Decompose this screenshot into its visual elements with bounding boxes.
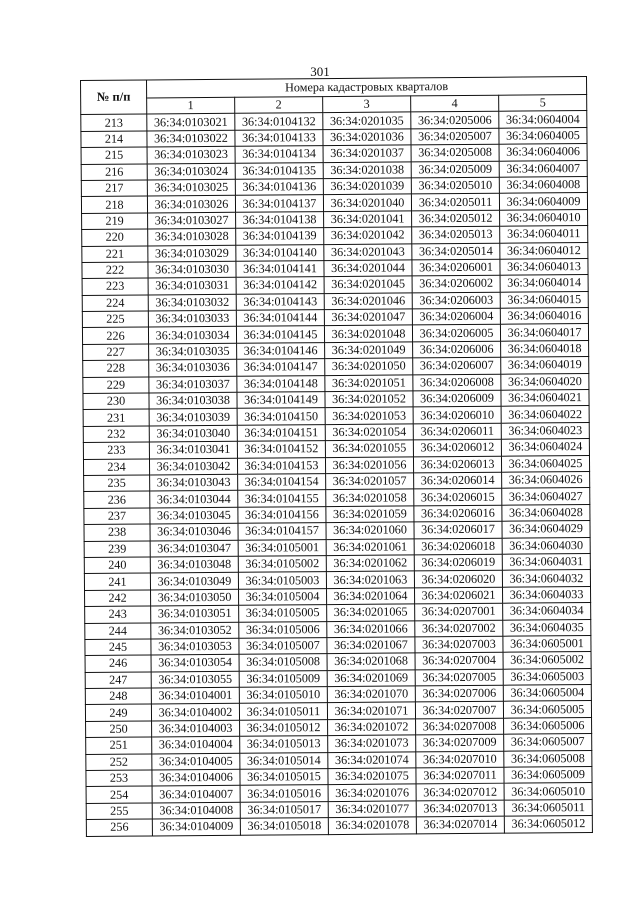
cadastral-quarters-table (80, 76, 593, 837)
row-number-header: № п/п (81, 80, 147, 115)
cadastral-number-cell: 36:34:0201078 (328, 817, 416, 834)
cadastral-number-cell: 36:34:0201071 (327, 702, 415, 719)
cadastral-number-cell: 36:34:0206017 (414, 521, 502, 538)
cadastral-number-cell: 36:34:0103054 (151, 655, 239, 672)
column-number-header: 3 (323, 96, 411, 113)
cadastral-number-cell: 36:34:0604030 (502, 537, 590, 554)
column-number-header: 5 (499, 95, 587, 112)
cadastral-number-cell: 36:34:0206015 (414, 489, 502, 506)
cadastral-number-cell: 36:34:0105008 (239, 654, 327, 671)
row-number-cell: 240 (84, 557, 150, 574)
cadastral-number-cell: 36:34:0604017 (500, 324, 588, 341)
cadastral-number-cell: 36:34:0103035 (149, 343, 237, 360)
cadastral-number-cell: 36:34:0104001 (151, 687, 239, 704)
row-number-cell: 220 (82, 229, 148, 246)
cadastral-number-cell: 36:34:0103039 (149, 409, 237, 426)
column-number-header: 2 (235, 97, 323, 114)
row-number-cell: 250 (86, 721, 152, 738)
cadastral-number-cell: 36:34:0605003 (503, 668, 591, 685)
cadastral-number-cell: 36:34:0105017 (240, 801, 328, 818)
cadastral-number-cell: 36:34:0201041 (324, 211, 412, 228)
cadastral-number-cell: 36:34:0604022 (501, 406, 589, 423)
cadastral-number-cell: 36:34:0103051 (151, 605, 239, 622)
cadastral-number-cell: 36:34:0604024 (501, 439, 589, 456)
row-number-cell: 245 (85, 639, 151, 656)
cadastral-number-cell: 36:34:0604021 (501, 390, 589, 407)
cadastral-number-cell: 36:34:0201070 (327, 686, 415, 703)
cadastral-number-cell: 36:34:0104007 (152, 786, 240, 803)
cadastral-number-cell: 36:34:0104138 (236, 211, 324, 228)
cadastral-number-cell: 36:34:0205013 (412, 226, 500, 243)
cadastral-number-cell: 36:34:0205012 (412, 210, 500, 227)
row-number-cell: 251 (86, 737, 152, 754)
table-header (81, 77, 587, 115)
cadastral-number-cell: 36:34:0105015 (240, 769, 328, 786)
cadastral-number-cell: 36:34:0103033 (148, 310, 236, 327)
cadastral-number-cell: 36:34:0604019 (501, 357, 589, 374)
cadastral-number-cell: 36:34:0201073 (328, 735, 416, 752)
cadastral-number-cell: 36:34:0605009 (504, 767, 592, 784)
row-number-cell: 238 (84, 524, 150, 541)
cadastral-number-cell: 36:34:0103049 (150, 573, 238, 590)
cadastral-number-cell: 36:34:0201059 (326, 506, 414, 523)
cadastral-number-cell: 36:34:0206004 (412, 308, 500, 325)
row-number-cell: 253 (86, 770, 152, 787)
cadastral-number-cell: 36:34:0604015 (500, 291, 588, 308)
cadastral-number-cell: 36:34:0105013 (240, 736, 328, 753)
cadastral-number-cell: 36:34:0206009 (413, 390, 501, 407)
row-number-cell: 223 (82, 278, 148, 295)
cadastral-number-cell: 36:34:0604034 (503, 603, 591, 620)
cadastral-number-cell: 36:34:0604018 (501, 340, 589, 357)
cadastral-number-cell: 36:34:0201043 (324, 243, 412, 260)
cadastral-number-cell: 36:34:0103046 (150, 523, 238, 540)
row-number-cell: 228 (83, 360, 149, 377)
cadastral-number-cell: 36:34:0105006 (239, 621, 327, 638)
column-number-header: 1 (147, 97, 235, 114)
row-number-cell: 256 (86, 819, 152, 836)
cadastral-number-cell: 36:34:0604011 (500, 226, 588, 243)
cadastral-number-cell: 36:34:0604013 (500, 258, 588, 275)
cadastral-number-cell: 36:34:0207013 (416, 800, 504, 817)
cadastral-number-cell: 36:34:0104134 (235, 146, 323, 163)
cadastral-number-cell: 36:34:0207014 (416, 816, 504, 833)
cadastral-number-cell: 36:34:0201061 (326, 538, 414, 555)
cadastral-number-cell: 36:34:0104137 (235, 195, 323, 212)
cadastral-number-cell: 36:34:0201054 (325, 424, 413, 441)
cadastral-number-cell: 36:34:0104133 (235, 129, 323, 146)
cadastral-number-cell: 36:34:0604029 (502, 521, 590, 538)
page-number: 301 (310, 64, 330, 79)
cadastral-number-cell: 36:34:0206007 (413, 357, 501, 374)
cadastral-number-cell: 36:34:0206006 (413, 341, 501, 358)
cadastral-number-cell: 36:34:0103038 (149, 392, 237, 409)
cadastral-number-cell: 36:34:0103027 (148, 212, 236, 229)
cadastral-number-cell: 36:34:0206021 (414, 587, 502, 604)
cadastral-number-cell: 36:34:0207012 (416, 784, 504, 801)
cadastral-number-cell: 36:34:0604004 (499, 111, 587, 128)
cadastral-number-cell: 36:34:0206016 (414, 505, 502, 522)
cadastral-number-cell: 36:34:0201036 (323, 129, 411, 146)
cadastral-number-cell: 36:34:0105016 (240, 785, 328, 802)
cadastral-number-cell: 36:34:0105001 (238, 539, 326, 556)
row-number-cell: 214 (81, 131, 147, 148)
cadastral-number-cell: 36:34:0207001 (415, 603, 503, 620)
cadastral-number-cell: 36:34:0207004 (415, 652, 503, 669)
cadastral-number-cell: 36:34:0201040 (323, 194, 411, 211)
cadastral-number-cell: 36:34:0604007 (499, 160, 587, 177)
cadastral-number-cell: 36:34:0201038 (323, 161, 411, 178)
cadastral-number-cell: 36:34:0103023 (147, 146, 235, 163)
cadastral-number-cell: 36:34:0207007 (415, 702, 503, 719)
cadastral-number-cell: 36:34:0103022 (147, 130, 235, 147)
cadastral-number-cell: 36:34:0201077 (328, 801, 416, 818)
cadastral-number-cell: 36:34:0205007 (411, 128, 499, 145)
row-number-cell: 219 (82, 213, 148, 230)
row-number-cell: 252 (86, 754, 152, 771)
cadastral-number-cell: 36:34:0103028 (148, 228, 236, 245)
cadastral-number-cell: 36:34:0205010 (411, 177, 499, 194)
cadastral-number-cell: 36:34:0201064 (326, 588, 414, 605)
cadastral-number-cell: 36:34:0207003 (415, 636, 503, 653)
cadastral-number-cell: 36:34:0104143 (236, 293, 324, 310)
cadastral-number-cell: 36:34:0605008 (504, 750, 592, 767)
cadastral-number-cell: 36:34:0104147 (237, 359, 325, 376)
cadastral-number-cell: 36:34:0104141 (236, 260, 324, 277)
cadastral-number-cell: 36:34:0103021 (147, 114, 235, 131)
cadastral-number-cell: 36:34:0103037 (149, 376, 237, 393)
cadastral-number-cell: 36:34:0207008 (416, 718, 504, 735)
cadastral-number-cell: 36:34:0201035 (323, 112, 411, 129)
cadastral-number-cell: 36:34:0103050 (151, 589, 239, 606)
cadastral-number-cell: 36:34:0201069 (327, 670, 415, 687)
row-number-cell: 249 (85, 704, 151, 721)
cadastral-number-cell: 36:34:0604006 (499, 144, 587, 161)
row-number-cell: 213 (81, 114, 147, 131)
row-number-cell: 229 (83, 377, 149, 394)
cadastral-number-cell: 36:34:0206020 (414, 571, 502, 588)
cadastral-quarters-header: Номера кадастровых кварталов (147, 77, 587, 98)
cadastral-number-cell: 36:34:0605005 (503, 701, 591, 718)
cadastral-number-cell: 36:34:0103044 (150, 491, 238, 508)
cadastral-number-cell: 36:34:0103026 (147, 196, 235, 213)
row-number-cell: 255 (86, 803, 152, 820)
cadastral-number-cell: 36:34:0103043 (150, 474, 238, 491)
cadastral-number-cell: 36:34:0201051 (325, 375, 413, 392)
cadastral-number-cell: 36:34:0201047 (324, 309, 412, 326)
cadastral-number-cell: 36:34:0103034 (148, 327, 236, 344)
row-number-cell: 221 (82, 245, 148, 262)
cadastral-number-cell: 36:34:0205009 (411, 161, 499, 178)
cadastral-number-cell: 36:34:0103024 (147, 163, 235, 180)
cadastral-number-cell: 36:34:0201076 (328, 784, 416, 801)
cadastral-number-cell: 36:34:0103036 (149, 360, 237, 377)
cadastral-number-cell: 36:34:0604009 (499, 193, 587, 210)
cadastral-number-cell: 36:34:0205006 (411, 112, 499, 129)
cadastral-number-cell: 36:34:0201045 (324, 276, 412, 293)
cadastral-number-cell: 36:34:0201057 (326, 473, 414, 490)
cadastral-number-cell: 36:34:0104156 (238, 506, 326, 523)
cadastral-number-cell: 36:34:0206012 (413, 439, 501, 456)
cadastral-number-cell: 36:34:0201058 (326, 489, 414, 506)
cadastral-number-cell: 36:34:0105002 (238, 556, 326, 573)
row-number-cell: 241 (84, 573, 150, 590)
cadastral-number-cell: 36:34:0604033 (502, 586, 590, 603)
cadastral-number-cell: 36:34:0201050 (325, 358, 413, 375)
cadastral-number-cell: 36:34:0104149 (237, 392, 325, 409)
table-body (81, 111, 593, 836)
table-row (86, 816, 592, 836)
cadastral-number-cell: 36:34:0201074 (328, 752, 416, 769)
cadastral-number-cell: 36:34:0103048 (150, 556, 238, 573)
cadastral-number-cell: 36:34:0104006 (152, 769, 240, 786)
cadastral-number-cell: 36:34:0201067 (327, 637, 415, 654)
cadastral-number-cell: 36:34:0105009 (239, 670, 327, 687)
row-number-cell: 236 (84, 491, 150, 508)
cadastral-number-cell: 36:34:0207005 (415, 669, 503, 686)
row-number-cell: 242 (85, 590, 151, 607)
cadastral-number-cell: 36:34:0604023 (501, 422, 589, 439)
cadastral-number-cell: 36:34:0206013 (413, 456, 501, 473)
cadastral-number-cell: 36:34:0604027 (502, 488, 590, 505)
column-number-header: 4 (411, 95, 499, 112)
cadastral-number-cell: 36:34:0605011 (504, 799, 592, 816)
cadastral-number-cell: 36:34:0604005 (499, 127, 587, 144)
cadastral-number-cell: 36:34:0205011 (411, 194, 499, 211)
cadastral-number-cell: 36:34:0207002 (415, 620, 503, 637)
cadastral-number-cell: 36:34:0105005 (239, 605, 327, 622)
cadastral-number-cell: 36:34:0605001 (503, 635, 591, 652)
cadastral-number-cell: 36:34:0604026 (502, 471, 590, 488)
cadastral-number-cell: 36:34:0104142 (236, 277, 324, 294)
row-number-cell: 225 (82, 311, 148, 328)
cadastral-number-cell: 36:34:0104153 (237, 457, 325, 474)
cadastral-number-cell: 36:34:0104148 (237, 375, 325, 392)
row-number-cell: 243 (85, 606, 151, 623)
cadastral-number-cell: 36:34:0104009 (152, 818, 240, 835)
row-number-cell: 246 (85, 655, 151, 672)
row-number-cell: 230 (83, 393, 149, 410)
row-number-cell: 231 (83, 409, 149, 426)
cadastral-number-cell: 36:34:0104157 (238, 523, 326, 540)
cadastral-number-cell: 36:34:0206019 (414, 554, 502, 571)
cadastral-number-cell: 36:34:0201066 (327, 620, 415, 637)
cadastral-number-cell: 36:34:0104003 (152, 720, 240, 737)
cadastral-number-cell: 36:34:0104139 (236, 228, 324, 245)
row-number-cell: 215 (81, 147, 147, 164)
row-number-cell: 232 (83, 426, 149, 443)
cadastral-number-cell: 36:34:0103029 (148, 245, 236, 262)
row-number-cell: 254 (86, 786, 152, 803)
cadastral-number-cell: 36:34:0104005 (152, 753, 240, 770)
cadastral-number-cell: 36:34:0104145 (236, 326, 324, 343)
cadastral-number-cell: 36:34:0201048 (324, 325, 412, 342)
cadastral-number-cell: 36:34:0103045 (150, 507, 238, 524)
cadastral-number-cell: 36:34:0103053 (151, 638, 239, 655)
cadastral-number-cell: 36:34:0206005 (412, 325, 500, 342)
cadastral-number-cell: 36:34:0103025 (147, 179, 235, 196)
cadastral-number-cell: 36:34:0207010 (416, 751, 504, 768)
cadastral-number-cell: 36:34:0207011 (416, 767, 504, 784)
cadastral-number-cell: 36:34:0201056 (325, 456, 413, 473)
cadastral-number-cell: 36:34:0104154 (238, 474, 326, 491)
cadastral-number-cell: 36:34:0604035 (503, 619, 591, 636)
cadastral-number-cell: 36:34:0604012 (500, 242, 588, 259)
cadastral-number-cell: 36:34:0201063 (326, 571, 414, 588)
cadastral-number-cell: 36:34:0103055 (151, 671, 239, 688)
cadastral-number-cell: 36:34:0201042 (324, 227, 412, 244)
cadastral-number-cell: 36:34:0201044 (324, 260, 412, 277)
cadastral-number-cell: 36:34:0201072 (328, 719, 416, 736)
cadastral-number-cell: 36:34:0105018 (240, 818, 328, 835)
cadastral-number-cell: 36:34:0206008 (413, 374, 501, 391)
cadastral-number-cell: 36:34:0207006 (415, 685, 503, 702)
cadastral-number-cell: 36:34:0201062 (326, 555, 414, 572)
row-number-cell: 239 (84, 541, 150, 558)
cadastral-number-cell: 36:34:0105003 (238, 572, 326, 589)
cadastral-number-cell: 36:34:0104004 (152, 737, 240, 754)
cadastral-number-cell: 36:34:0206001 (412, 259, 500, 276)
cadastral-number-cell: 36:34:0104150 (237, 408, 325, 425)
cadastral-number-cell: 36:34:0201075 (328, 768, 416, 785)
cadastral-number-cell: 36:34:0104008 (152, 802, 240, 819)
cadastral-number-cell: 36:34:0201039 (323, 178, 411, 195)
cadastral-number-cell: 36:34:0104151 (237, 424, 325, 441)
row-number-cell: 233 (83, 442, 149, 459)
cadastral-number-cell: 36:34:0604028 (502, 504, 590, 521)
cadastral-number-cell: 36:34:0604008 (499, 176, 587, 193)
cadastral-number-cell: 36:34:0104002 (151, 704, 239, 721)
row-number-cell: 226 (82, 327, 148, 344)
cadastral-number-cell: 36:34:0105010 (239, 687, 327, 704)
cadastral-number-cell: 36:34:0104135 (235, 162, 323, 179)
cadastral-number-cell: 36:34:0206014 (414, 472, 502, 489)
cadastral-number-cell: 36:34:0207009 (416, 734, 504, 751)
row-number-cell: 218 (81, 196, 147, 213)
cadastral-number-cell: 36:34:0104132 (235, 113, 323, 130)
cadastral-number-cell: 36:34:0605006 (504, 717, 592, 734)
cadastral-number-cell: 36:34:0201046 (324, 293, 412, 310)
cadastral-number-cell: 36:34:0605007 (504, 734, 592, 751)
cadastral-number-cell: 36:34:0605004 (503, 685, 591, 702)
cadastral-number-cell: 36:34:0103030 (148, 261, 236, 278)
row-number-cell: 237 (84, 508, 150, 525)
cadastral-number-cell: 36:34:0206010 (413, 407, 501, 424)
row-number-cell: 222 (82, 262, 148, 279)
row-number-cell: 217 (81, 180, 147, 197)
cadastral-number-cell: 36:34:0201068 (327, 653, 415, 670)
row-number-cell: 216 (81, 164, 147, 181)
cadastral-number-cell: 36:34:0103047 (150, 540, 238, 557)
cadastral-number-cell: 36:34:0103052 (151, 622, 239, 639)
cadastral-number-cell: 36:34:0206011 (413, 423, 501, 440)
cadastral-number-cell: 36:34:0105007 (239, 637, 327, 654)
cadastral-number-cell: 36:34:0604031 (502, 553, 590, 570)
cadastral-number-cell: 36:34:0201060 (326, 522, 414, 539)
cadastral-number-cell: 36:34:0104136 (235, 179, 323, 196)
cadastral-number-cell: 36:34:0104140 (236, 244, 324, 261)
cadastral-number-cell: 36:34:0201052 (325, 391, 413, 408)
cadastral-number-cell: 36:34:0103041 (149, 441, 237, 458)
row-number-cell: 227 (83, 344, 149, 361)
cadastral-number-cell: 36:34:0605012 (504, 816, 592, 833)
cadastral-number-cell: 36:34:0604020 (501, 373, 589, 390)
cadastral-number-cell: 36:34:0604016 (500, 308, 588, 325)
row-number-cell: 244 (85, 622, 151, 639)
cadastral-number-cell: 36:34:0105004 (239, 588, 327, 605)
cadastral-number-cell: 36:34:0201053 (325, 407, 413, 424)
cadastral-number-cell: 36:34:0105011 (239, 703, 327, 720)
row-number-cell: 224 (82, 295, 148, 312)
cadastral-number-cell: 36:34:0105014 (240, 752, 328, 769)
cadastral-number-cell: 36:34:0104144 (236, 310, 324, 327)
cadastral-number-cell: 36:34:0104155 (238, 490, 326, 507)
cadastral-number-cell: 36:34:0604014 (500, 275, 588, 292)
row-number-cell: 247 (85, 672, 151, 689)
cadastral-number-cell: 36:34:0206002 (412, 276, 500, 293)
cadastral-number-cell: 36:34:0605010 (504, 783, 592, 800)
cadastral-number-cell: 36:34:0103042 (149, 458, 237, 475)
cadastral-number-cell: 36:34:0605002 (503, 652, 591, 669)
cadastral-number-cell: 36:34:0205014 (412, 243, 500, 260)
cadastral-number-cell: 36:34:0105012 (240, 719, 328, 736)
row-number-cell: 248 (85, 688, 151, 705)
cadastral-number-cell: 36:34:0604025 (501, 455, 589, 472)
cadastral-number-cell: 36:34:0604032 (502, 570, 590, 587)
row-number-cell: 235 (84, 475, 150, 492)
cadastral-number-cell: 36:34:0201049 (325, 342, 413, 359)
cadastral-number-cell: 36:34:0104152 (237, 441, 325, 458)
cadastral-number-cell: 36:34:0103032 (148, 294, 236, 311)
cadastral-number-cell: 36:34:0604010 (500, 209, 588, 226)
cadastral-number-cell: 36:34:0201037 (323, 145, 411, 162)
row-number-cell: 234 (83, 459, 149, 476)
cadastral-number-cell: 36:34:0103040 (149, 425, 237, 442)
cadastral-number-cell: 36:34:0103031 (148, 278, 236, 295)
cadastral-number-cell: 36:34:0104146 (237, 342, 325, 359)
cadastral-number-cell: 36:34:0201065 (327, 604, 415, 621)
cadastral-number-cell: 36:34:0206018 (414, 538, 502, 555)
cadastral-number-cell: 36:34:0206003 (412, 292, 500, 309)
cadastral-number-cell: 36:34:0201055 (325, 440, 413, 457)
cadastral-number-cell: 36:34:0205008 (411, 144, 499, 161)
